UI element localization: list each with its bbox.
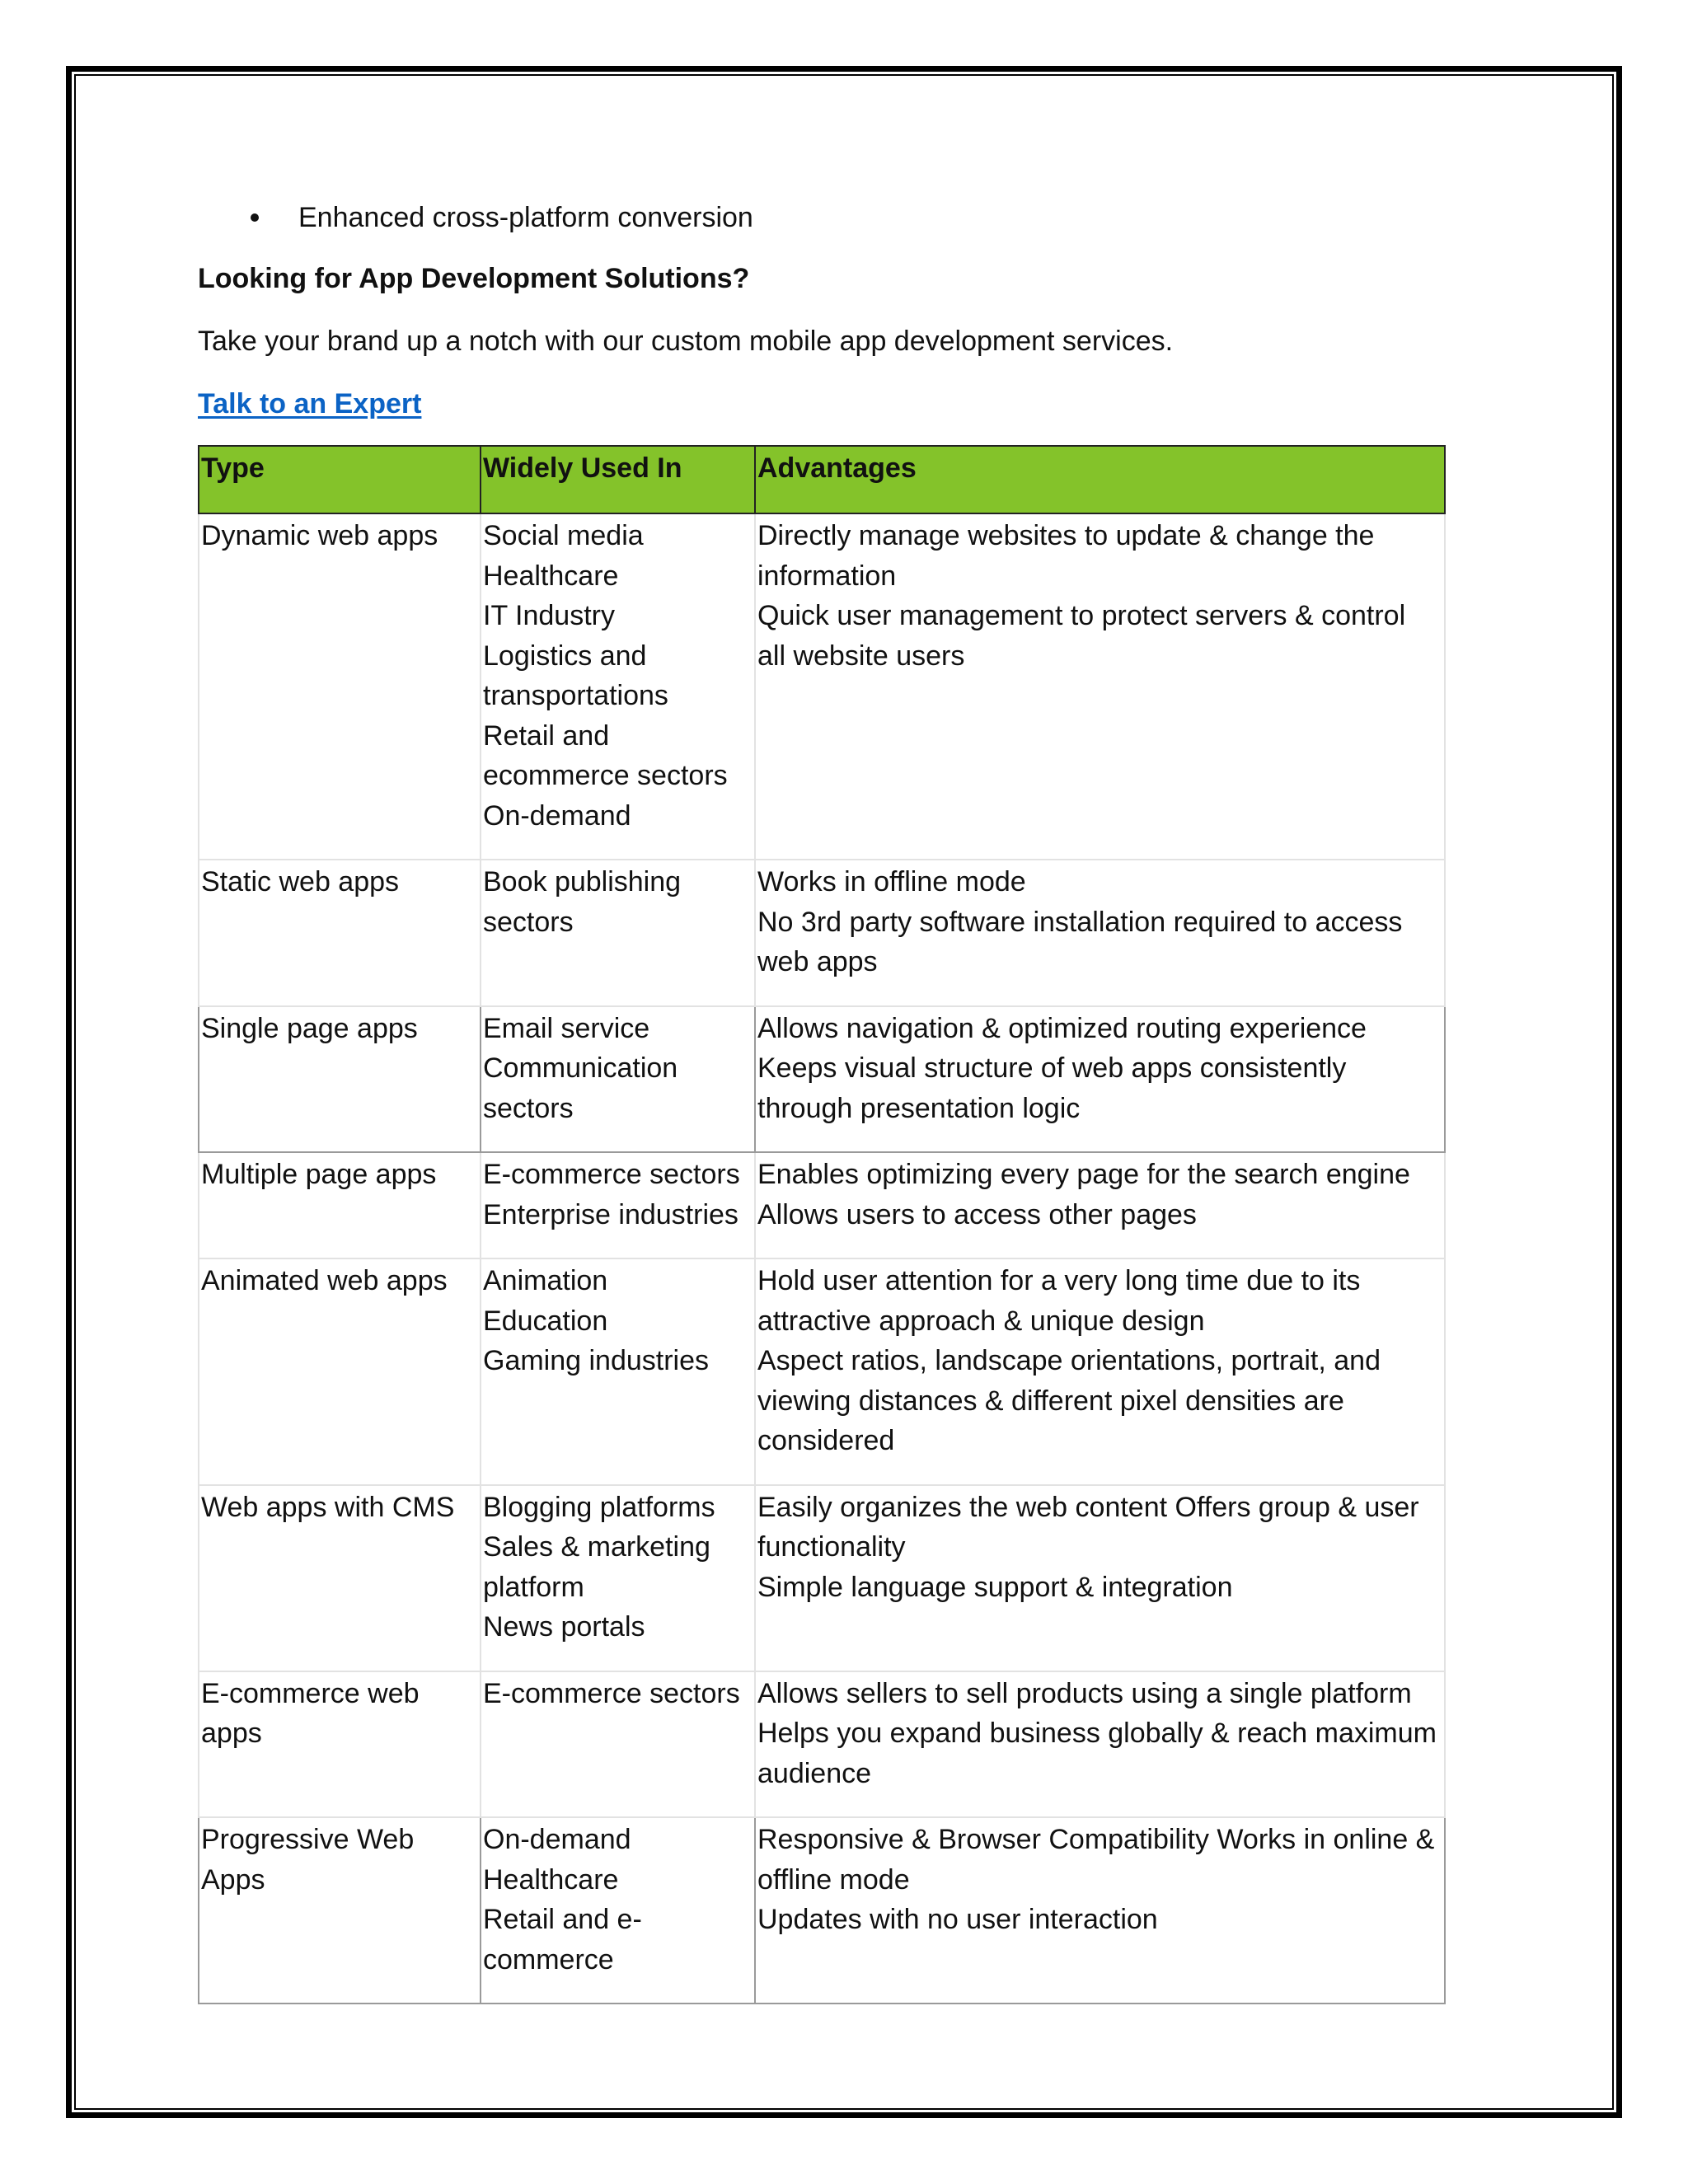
cell-type: Animated web apps: [199, 1258, 481, 1485]
table-body: [199, 513, 1445, 2004]
used-in-line: Retail and e-: [483, 1904, 642, 1935]
used-in-line: News portals: [483, 1611, 645, 1643]
cell-advantages: [755, 1258, 1445, 1485]
section-heading: Looking for App Development Solutions?: [198, 263, 750, 294]
table-row: [199, 1485, 1445, 1671]
bullet-item: [198, 194, 1451, 241]
cell-type: Multiple page apps: [199, 1152, 481, 1258]
cell-widely-used-in: [481, 860, 755, 1006]
advantage-line: offline mode: [757, 1863, 910, 1896]
header-advantages: Advantages: [755, 446, 1445, 513]
cell-type: Progressive Web Apps: [199, 1817, 481, 2004]
header-type: Type: [199, 446, 481, 513]
cell-advantages: [755, 1006, 1445, 1153]
used-in-line: platform: [483, 1571, 584, 1603]
used-in-line: Animation: [483, 1265, 608, 1296]
advantage-line: viewing distances & different pixel densities are: [757, 1385, 1344, 1417]
advantage-line: Easily organizes the web content Offers group & user: [757, 1491, 1419, 1523]
cell-widely-used-in: [481, 1006, 755, 1153]
cell-type: Dynamic web apps: [199, 513, 481, 860]
document-content: [198, 194, 1451, 2004]
advantage-line: all website users: [757, 640, 965, 672]
used-in-line: Communication: [483, 1052, 678, 1084]
used-in-line: Email service: [483, 1012, 650, 1044]
cell-widely-used-in: [481, 1152, 755, 1258]
advantage-line: Enables optimizing every page for the search engine: [757, 1159, 1410, 1190]
advantage-line: Simple language support & integration: [757, 1571, 1233, 1603]
advantage-line: Directly manage websites to update & change the: [757, 520, 1375, 551]
used-in-line: Education: [483, 1305, 608, 1337]
cell-widely-used-in: [481, 1817, 755, 2004]
advantage-line: Works in offline mode: [757, 866, 1026, 898]
advantage-line: through presentation logic: [757, 1092, 1081, 1124]
used-in-line: Blogging platforms: [483, 1491, 715, 1523]
cell-widely-used-in: [481, 1671, 755, 1818]
cell-widely-used-in: [481, 1258, 755, 1485]
cell-advantages: [755, 1671, 1445, 1818]
used-in-line: transportations: [483, 680, 668, 711]
used-in-line: commerce: [483, 1943, 614, 1975]
used-in-line: Social media: [483, 520, 644, 551]
table-row: [199, 1152, 1445, 1258]
used-in-line: Enterprise industries: [483, 1198, 738, 1230]
used-in-line: Retail and: [483, 719, 610, 752]
used-in-line: sectors: [483, 906, 574, 938]
advantage-line: web apps: [757, 946, 878, 977]
advantage-line: Quick user management to protect servers & control: [757, 600, 1406, 631]
header-widely-used-in: Widely Used In: [481, 446, 755, 513]
advantage-line: No 3rd party software installation required to access: [757, 906, 1403, 938]
used-in-line: Healthcare: [483, 560, 619, 592]
advantage-line: Aspect ratios, landscape orientations, portrait, and: [757, 1345, 1381, 1376]
used-in-line: Book publishing: [483, 866, 682, 898]
advantage-line: Helps you expand business globally & reach maximum: [757, 1718, 1437, 1749]
used-in-line: IT Industry: [483, 600, 615, 631]
bullet-text: Enhanced cross-platform conversion: [298, 202, 753, 233]
advantage-line: Allows navigation & optimized routing experience: [757, 1012, 1367, 1044]
advantage-line: considered: [757, 1425, 895, 1456]
cell-widely-used-in: [481, 513, 755, 860]
cell-advantages: [755, 860, 1445, 1006]
table-row: [199, 513, 1445, 860]
used-in-line: On-demand: [483, 1824, 631, 1855]
advantage-line: Responsive & Browser Compatibility Works in online &: [757, 1824, 1435, 1855]
table-row: [199, 1006, 1445, 1153]
advantage-line: Allows users to access other pages: [757, 1198, 1197, 1230]
table-row: [199, 860, 1445, 1006]
advantage-line: Updates with no user interaction: [757, 1904, 1158, 1935]
used-in-line: On-demand: [483, 799, 631, 832]
used-in-line: E-commerce sectors: [483, 1159, 740, 1190]
used-in-line: sectors: [483, 1092, 574, 1124]
cell-advantages: [755, 1152, 1445, 1258]
intro-paragraph: Take your brand up a notch with our custom mobile app development services.: [198, 326, 1174, 357]
cell-advantages: [755, 1485, 1445, 1671]
used-in-line: Sales & marketing: [483, 1531, 710, 1563]
used-in-line: Logistics and: [483, 640, 647, 672]
cell-advantages: [755, 513, 1445, 860]
cell-type: Static web apps: [199, 860, 481, 1006]
cell-type: E-commerce web apps: [199, 1671, 481, 1818]
cell-type: Single page apps: [199, 1006, 481, 1153]
bullet-dot-icon: [251, 213, 259, 222]
used-in-line: ecommerce sectors: [483, 760, 728, 791]
web-app-types-table: [198, 445, 1446, 2004]
table-header-row: [199, 446, 1445, 513]
advantage-line: Allows sellers to sell products using a single platform: [757, 1677, 1412, 1709]
table-row: [199, 1671, 1445, 1818]
cell-type: Web apps with CMS: [199, 1485, 481, 1671]
advantage-line: functionality: [757, 1531, 906, 1563]
used-in-line: Healthcare: [483, 1863, 619, 1896]
advantage-line: information: [757, 560, 897, 592]
advantage-line: audience: [757, 1757, 872, 1789]
used-in-line: E-commerce sectors: [483, 1677, 740, 1709]
talk-to-expert-link[interactable]: Talk to an Expert: [198, 388, 422, 419]
advantage-line: attractive approach & unique design: [757, 1305, 1205, 1337]
table-row: [199, 1258, 1445, 1485]
used-in-line: Gaming industries: [483, 1345, 710, 1376]
advantage-line: Keeps visual structure of web apps consistently: [757, 1052, 1347, 1084]
advantage-line: Hold user attention for a very long time due to its: [757, 1265, 1361, 1296]
table-row: [199, 1817, 1445, 2004]
cell-widely-used-in: [481, 1485, 755, 1671]
cell-advantages: [755, 1817, 1445, 2004]
